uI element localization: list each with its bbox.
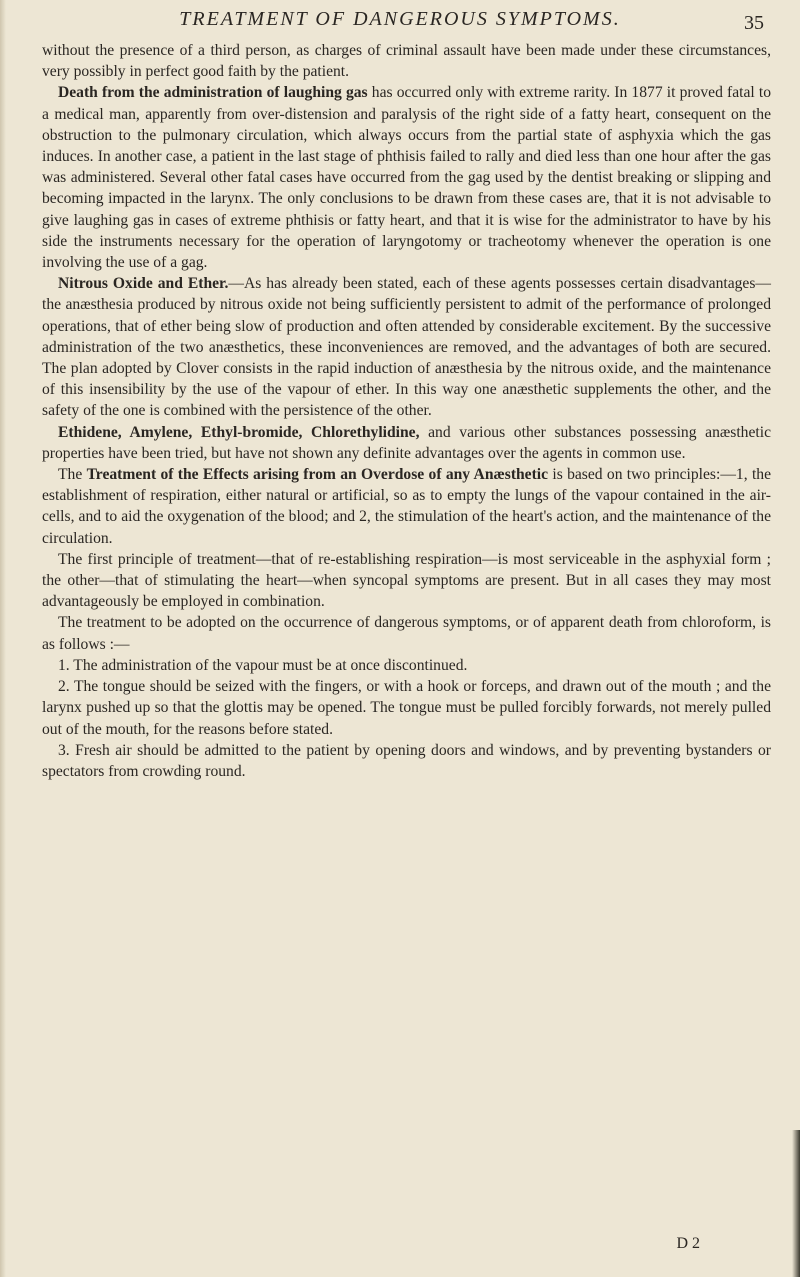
list-item-2: 2. The tongue should be seized with the fingers, or with a hook or forceps, and drawn out of the mouth ; and the larynx pushed up so that the glottis may be opened. The tongue must be pulled forcibly forwards, not merely pulled out of the mouth, for the reasons before stated. [42, 678, 771, 738]
paragraph-5-pre: The [58, 466, 87, 484]
list-item-3: 3. Fresh air should be admitted to the patient by opening doors and windows, and by preventing bystanders or spectators from crowding round. [42, 741, 771, 780]
paragraph-3-text: —As has already been stated, each of these agents possesses certain disadvantages—the anæsthesia produced by nitrous oxide not being sufficiently persistent to admit of the performance of prolonged operations, that of ether being slow of production and often attended by considerable excitement. By the successive administration of the two anæsthetics, these inconveniences are removed, and the advantages of both are secured. The plan adopted by Clover consists in the rapid induction of anæsthesia by the nitrous oxide, and the maintenance of this insensibility by the use of the vapour of ether. In this way one anæsthetic supplements the other, and the safety of the one is combined with the persistence of the other. [42, 275, 771, 420]
running-head: TREATMENT OF DANGEROUS SYMPTOMS. [179, 8, 621, 30]
signature-mark: D 2 [676, 1235, 700, 1252]
paragraph-3-heading: Nitrous Oxide and Ether. [58, 275, 229, 293]
page-right-edge [792, 1130, 800, 1277]
paragraph-1: without the presence of a third person, as charges of criminal assault have been made under these circumstances, very possibly in perfect good faith by the patient. [42, 42, 771, 81]
paragraph-2 [42, 82, 771, 273]
paragraph-5-text: is based on two principles:—1, the establishment of respiration, either natural or artificial, so as to empty the lungs of the vapour contained in the air-cells, and to aid the oxygenation of the blood; and 2, the stimulation of the heart's action, and the maintenance of the circulation. [42, 466, 771, 547]
page-body [42, 40, 771, 782]
paragraph-7: The treatment to be adopted on the occurrence of dangerous symptoms, or of apparent death from chloroform, is as follows :— [42, 614, 771, 653]
page-number: 35 [744, 12, 764, 34]
paragraph-4 [42, 422, 771, 464]
page-left-edge [0, 0, 6, 1277]
paragraph-4-heading: Ethidene, Amylene, Ethyl-bromide, Chlorethylidine, [58, 423, 420, 441]
paragraph-3 [42, 273, 771, 421]
list-item-1: 1. The administration of the vapour must be at once discontinued. [58, 656, 468, 674]
paragraph-2-text: has occurred only with extreme rarity. In 1877 it proved fatal to a medical man, apparently from over-distension and paralysis of the right side of a fatty heart, consequent on the obstruction to the pulmonary circulation, which always occurs from the partial state of asphyxia which the gas induces. In another case, a patient in the last stage of phthisis failed to rally and died less than one hour after the gas was administered. Several other fatal cases have occurred from the gag used by the dentist breaking or slipping and becoming impacted in the larynx. The only conclusions to be drawn from these cases are, that it is not advisable to give laughing gas in cases of extreme phthisis or fatty heart, and that it is wise for the administrator to have by his side the instruments necessary for the operation of laryngotomy or tracheotomy whenever the operation is one involving the use of a gag. [42, 84, 771, 272]
paragraph-5 [42, 464, 771, 549]
paragraph-6: The first principle of treatment—that of re-establishing respiration—is most serviceable in the asphyxial form ; the other—that of stimulating the heart—when syncopal symptoms are present. But in all cases they may most advantageously be employed in combination. [42, 550, 771, 611]
paragraph-4-text: and various other substances possessing anæsthetic properties have been tried, but have not shown any definite advantages over the agents in common use. [42, 423, 771, 462]
paragraph-5-heading: Treatment of the Effects arising from an Overdose of any Anæsthetic [86, 466, 549, 484]
paragraph-2-heading: Death from the administration of laughing gas [58, 84, 368, 102]
page-header [30, 8, 770, 38]
